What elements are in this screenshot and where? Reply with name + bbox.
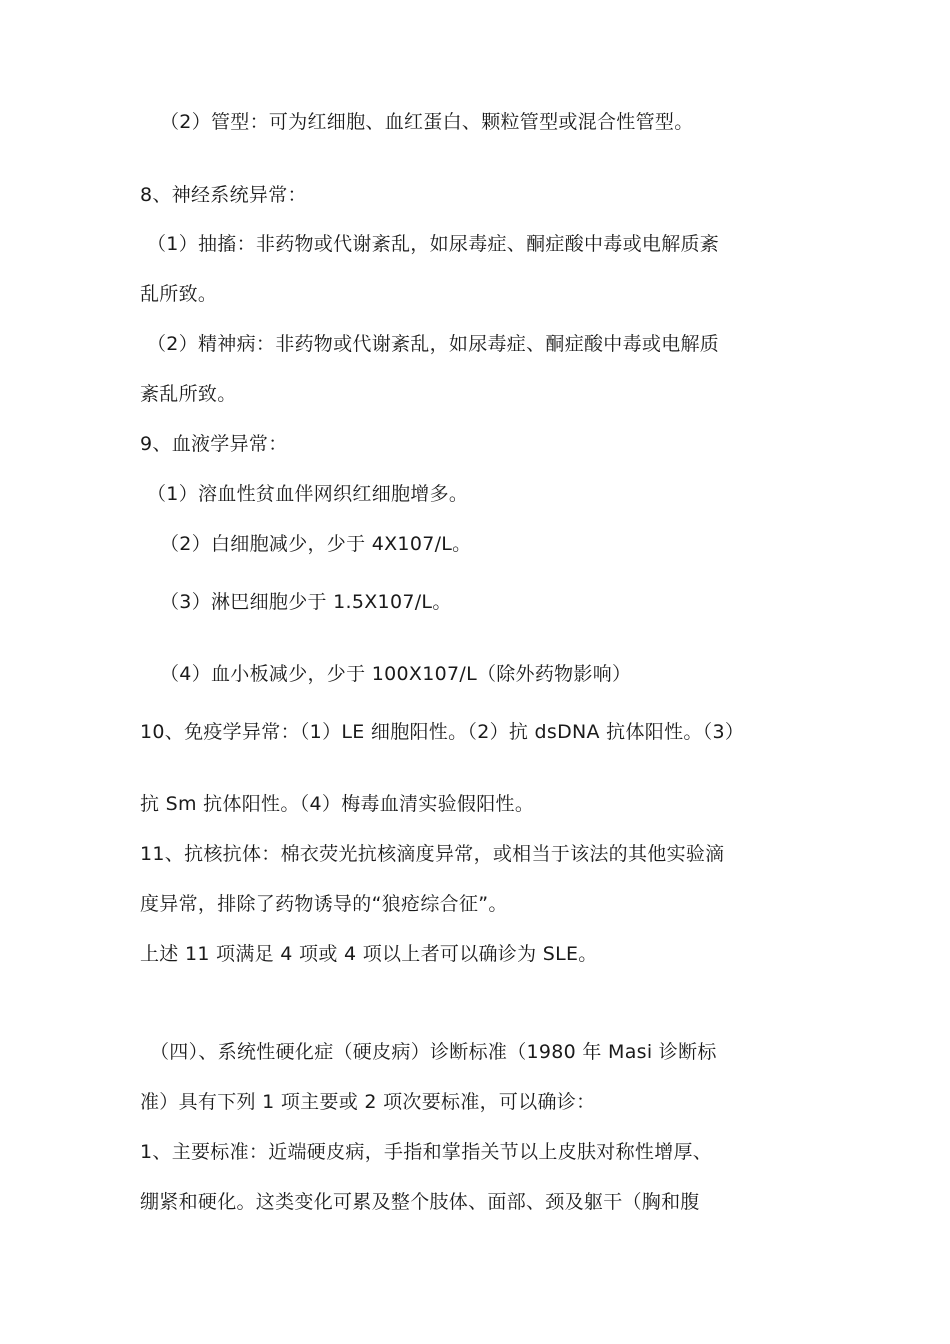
- line-psychosis: （2）精神病：非药物或代谢紊乱，如尿毒症、酮症酸中毒或电解质: [147, 333, 720, 355]
- line-systemic-sclerosis-cont: 准）具有下列 1 项主要或 2 项次要标准，可以确诊：: [140, 1091, 596, 1113]
- line-seizures-cont: 乱所致。: [140, 283, 218, 305]
- line-psychosis-cont: 紊乱所致。: [140, 383, 237, 405]
- heading-systemic-sclerosis: （四）、系统性硬化症（硬皮病）诊断标准（1980 年 Masi 诊断标: [150, 1041, 717, 1063]
- line-immunologic-disorder: 10、免疫学异常：（1）LE 细胞阳性。（2）抗 dsDNA 抗体阳性。（3）: [140, 721, 745, 743]
- heading-hematologic-disorder: 9、血液学异常：: [140, 433, 288, 455]
- line-sle-conclusion: 上述 11 项满足 4 项或 4 项以上者可以确诊为 SLE。: [140, 943, 598, 965]
- line-antinuclear-antibody: 11、抗核抗体：棉衣荧光抗核滴度异常，或相当于该法的其他实验滴: [140, 843, 725, 865]
- line-immunologic-disorder-cont: 抗 Sm 抗体阳性。（4）梅毒血清实验假阳性。: [140, 793, 535, 815]
- line-major-criteria: 1、主要标准：近端硬皮病，手指和掌指关节以上皮肤对称性增厚、: [140, 1141, 713, 1163]
- line-major-criteria-cont: 绷紧和硬化。这类变化可累及整个肢体、面部、颈及躯干（胸和腹: [140, 1191, 700, 1213]
- line-hemolytic-anemia: （1）溶血性贫血伴网织红细胞增多。: [147, 483, 469, 505]
- line-thrombocytopenia: （4）血小板减少，少于 100X107/L（除外药物影响）: [160, 663, 632, 685]
- line-antinuclear-antibody-cont: 度异常，排除了药物诱导的“狼疮综合征”。: [140, 893, 508, 915]
- heading-neurological-disorder: 8、神经系统异常：: [140, 184, 307, 206]
- line-seizures: （1）抽搐：非药物或代谢紊乱，如尿毒症、酮症酸中毒或电解质紊: [147, 233, 720, 255]
- line-lymphopenia: （3）淋巴细胞少于 1.5X107/L。: [160, 591, 452, 613]
- line-leukopenia: （2）白细胞减少，少于 4X107/L。: [160, 533, 472, 555]
- line-urine-casts: （2）管型：可为红细胞、血红蛋白、颗粒管型或混合性管型。: [160, 111, 694, 133]
